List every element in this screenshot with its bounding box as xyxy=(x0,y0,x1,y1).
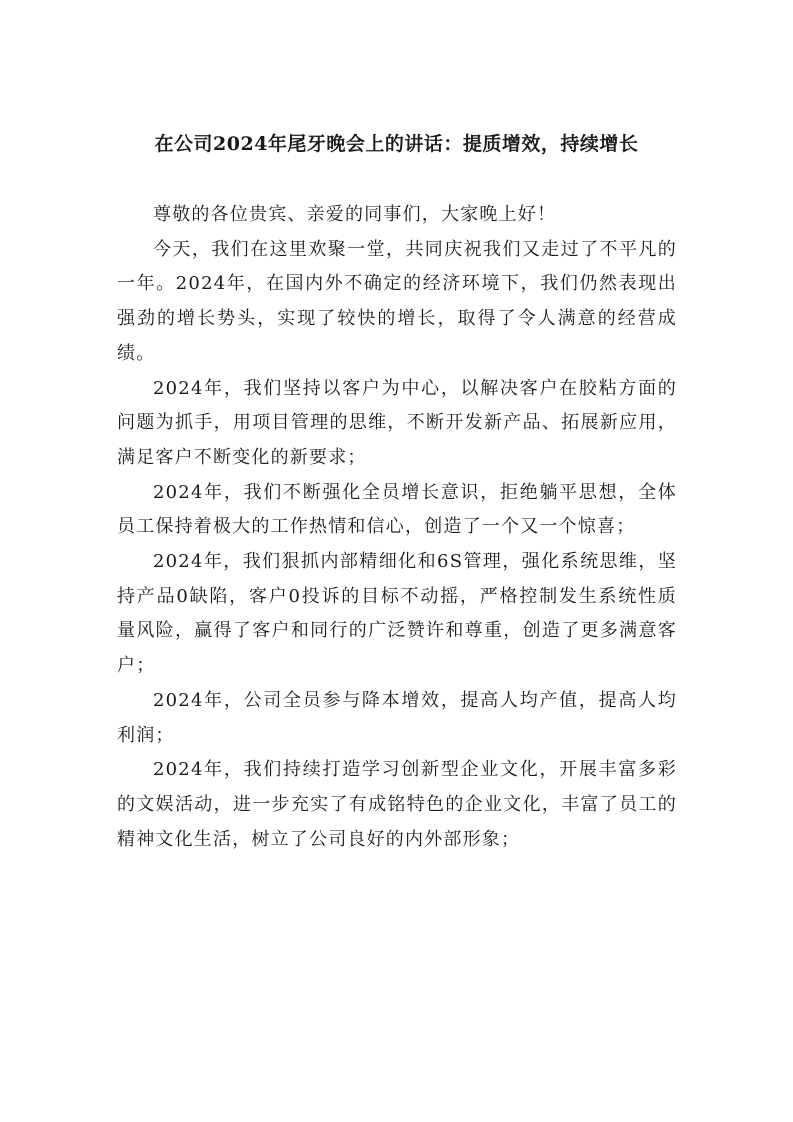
document-body xyxy=(117,198,677,857)
paragraph-greeting: 尊敬的各位贵宾、亲爱的同事们，大家晚上好！ xyxy=(153,204,557,225)
paragraph-culture: 2024年，我们持续打造学习创新型企业文化，开展丰富多彩的文娱活动，进一步充实了有成铭特色的企业文化，丰富了员工的精神文化生活，树立了公司良好的内外部形象； xyxy=(117,759,677,850)
paragraph-growth-mindset: 2024年，我们不断强化全员增长意识，拒绝躺平思想，全体员工保持着极大的工作热情和信心，创造了一个又一个惊喜； xyxy=(117,481,677,538)
paragraph-management: 2024年，我们狠抓内部精细化和6S管理，强化系统思维，坚持产品0缺陷，客户0投诉的目标不动摇，严格控制发生系统性质量风险，赢得了客户和同行的广泛赞许和尊重，创造了更多满意客户； xyxy=(117,551,677,677)
document-title: 在公司2024年尾牙晚会上的讲话：提质增效，持续增长 xyxy=(154,133,639,155)
paragraph-cost-reduction: 2024年，公司全员参与降本增效，提高人均产值，提高人均利润； xyxy=(117,689,677,746)
paragraph-customer-focus: 2024年，我们坚持以客户为中心，以解决客户在胶粘方面的问题为抓手，用项目管理的思维，不断开发新产品、拓展新应用，满足客户不断变化的新要求； xyxy=(117,377,677,468)
paragraph-intro: 今天，我们在这里欢聚一堂，共同庆祝我们又走过了不平凡的一年。2024年，在国内外不确定的经济环境下，我们仍然表现出强劲的增长势头，实现了较快的增长，取得了令人满意的经营成绩。 xyxy=(117,238,677,364)
